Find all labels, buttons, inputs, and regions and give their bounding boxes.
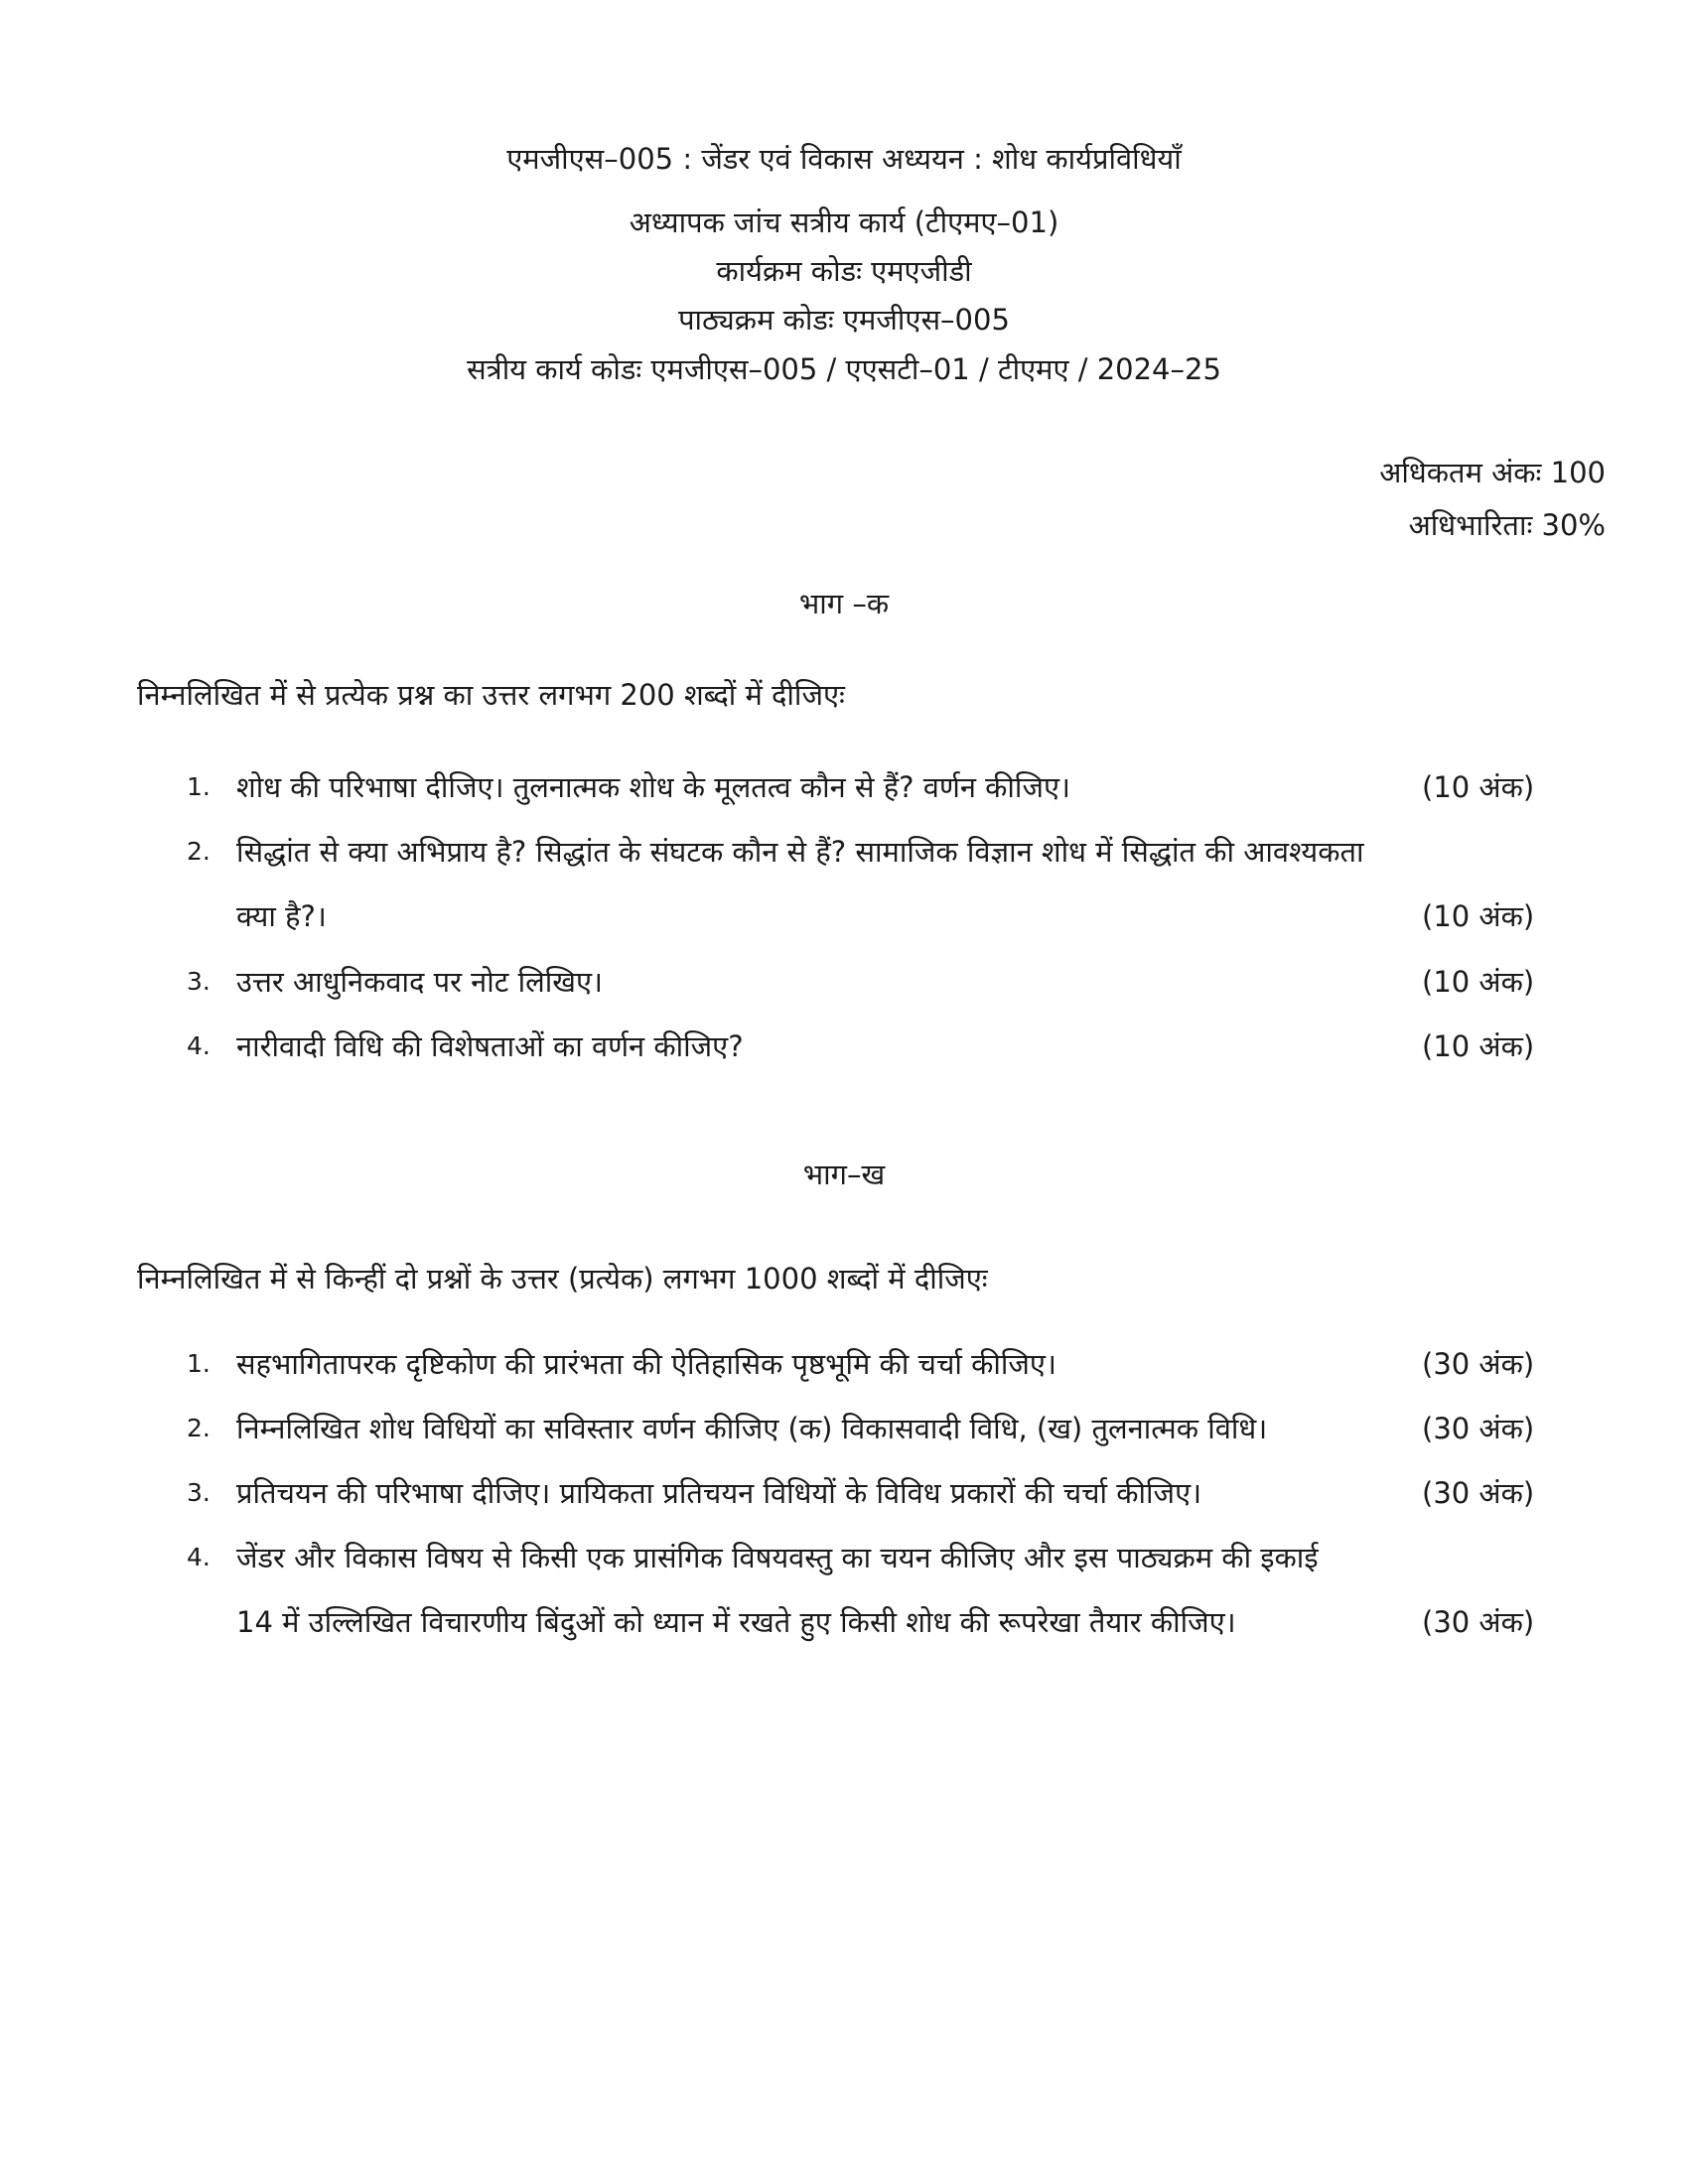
section-b-question-4-continued bbox=[0, 1602, 1688, 1642]
section-a-question-4 bbox=[0, 1026, 1688, 1066]
question-text: उत्तर आधुनिकवाद पर नोट लिखिए। bbox=[236, 965, 604, 999]
question-marks: (30 अंक) bbox=[1422, 1412, 1535, 1445]
question-text: शोध की परिभाषा दीजिए। तुलनात्मक शोध के मूलतत्व कौन से हैं? वर्णन कीजिए। bbox=[236, 770, 1070, 804]
assignment-code: सत्रीय कार्य कोडः एमजीएस–005 / एएसटी–01 / टीएमए / 2024–25 bbox=[467, 352, 1221, 386]
question-text: निम्नलिखित शोध विधियों का सविस्तार वर्णन कीजिए (क) विकासवादी विधि, (ख) तुलनात्मक विधि। bbox=[236, 1412, 1268, 1445]
question-marks: (10 अंक) bbox=[1422, 965, 1535, 999]
question-marks: (10 अंक) bbox=[1422, 1029, 1535, 1063]
question-marks: (10 अंक) bbox=[1422, 899, 1535, 933]
section-a-question-2-continued bbox=[0, 896, 1688, 936]
question-text: नारीवादी विधि की विशेषताओं का वर्णन कीजिए? bbox=[236, 1029, 744, 1063]
question-marks: (30 अंक) bbox=[1422, 1476, 1535, 1510]
question-number: 1. bbox=[187, 1349, 211, 1378]
question-text: जेंडर और विकास विषय से किसी एक प्रासंगिक विषयवस्तु का चयन कीजिए और इस पाठ्यक्रम की इकाई bbox=[236, 1541, 1319, 1574]
section-a-question-3 bbox=[0, 962, 1688, 1002]
document-title: एमजीएस–005 : जेंडर एवं विकास अध्ययन : शोध कार्यप्रविधियाँ bbox=[506, 142, 1182, 176]
question-number: 1. bbox=[187, 772, 211, 801]
section-b-question-1 bbox=[0, 1344, 1688, 1384]
section-b-question-3 bbox=[0, 1473, 1688, 1513]
question-number: 2. bbox=[187, 1414, 211, 1442]
question-number: 3. bbox=[187, 967, 211, 996]
section-a-question-2 bbox=[0, 832, 1688, 872]
programme-code: कार्यक्रम कोडः एमएजीडी bbox=[716, 254, 972, 288]
question-text: सिद्धांत से क्या अभिप्राय है? सिद्धांत के संघटक कौन से हैं? सामाजिक विज्ञान शोध में सिद्धांत की आवश्यकता bbox=[236, 835, 1364, 869]
section-a-title: भाग –क bbox=[798, 587, 890, 620]
question-marks: (10 अंक) bbox=[1422, 770, 1535, 804]
question-text-continued: क्या है?। bbox=[236, 899, 327, 933]
document-subtitle: अध्यापक जांच सत्रीय कार्य (टीएमए–01) bbox=[629, 205, 1059, 239]
question-text: सहभागितापरक दृष्टिकोण की प्रारंभता की ऐतिहासिक पृष्ठभूमि की चर्चा कीजिए। bbox=[236, 1347, 1056, 1381]
question-number: 4. bbox=[187, 1031, 211, 1060]
question-text: प्रतिचयन की परिभाषा दीजिए। प्रायिकता प्रतिचयन विधियों के विविध प्रकारों की चर्चा कीजिए। bbox=[236, 1476, 1202, 1510]
weightage: अधिभारिताः 30% bbox=[1408, 508, 1606, 542]
question-number: 4. bbox=[187, 1543, 211, 1571]
question-text-continued: 14 में उल्लिखित विचारणीय बिंदुओं को ध्यान में रखते हुए किसी शोध की रूपरेखा तैयार कीजिए। bbox=[236, 1605, 1236, 1639]
section-b-question-4 bbox=[0, 1538, 1688, 1577]
question-marks: (30 अंक) bbox=[1422, 1605, 1535, 1639]
section-b-question-2 bbox=[0, 1409, 1688, 1448]
section-a-instruction: निम्नलिखित में से प्रत्येक प्रश्न का उत्तर लगभग 200 शब्दों में दीजिएः bbox=[137, 678, 845, 712]
question-marks: (30 अंक) bbox=[1422, 1347, 1535, 1381]
section-b-title: भाग–ख bbox=[802, 1158, 886, 1191]
section-b-instruction: निम्नलिखित में से किन्हीं दो प्रश्नों के उत्तर (प्रत्येक) लगभग 1000 शब्दों में दीजिएः bbox=[137, 1262, 988, 1296]
section-a-question-1 bbox=[0, 767, 1688, 807]
question-number: 3. bbox=[187, 1478, 211, 1507]
max-marks: अधिकतम अंकः 100 bbox=[1379, 456, 1606, 489]
course-code: पाठ्यक्रम कोडः एमजीएस–005 bbox=[678, 303, 1010, 337]
question-number: 2. bbox=[187, 837, 211, 866]
